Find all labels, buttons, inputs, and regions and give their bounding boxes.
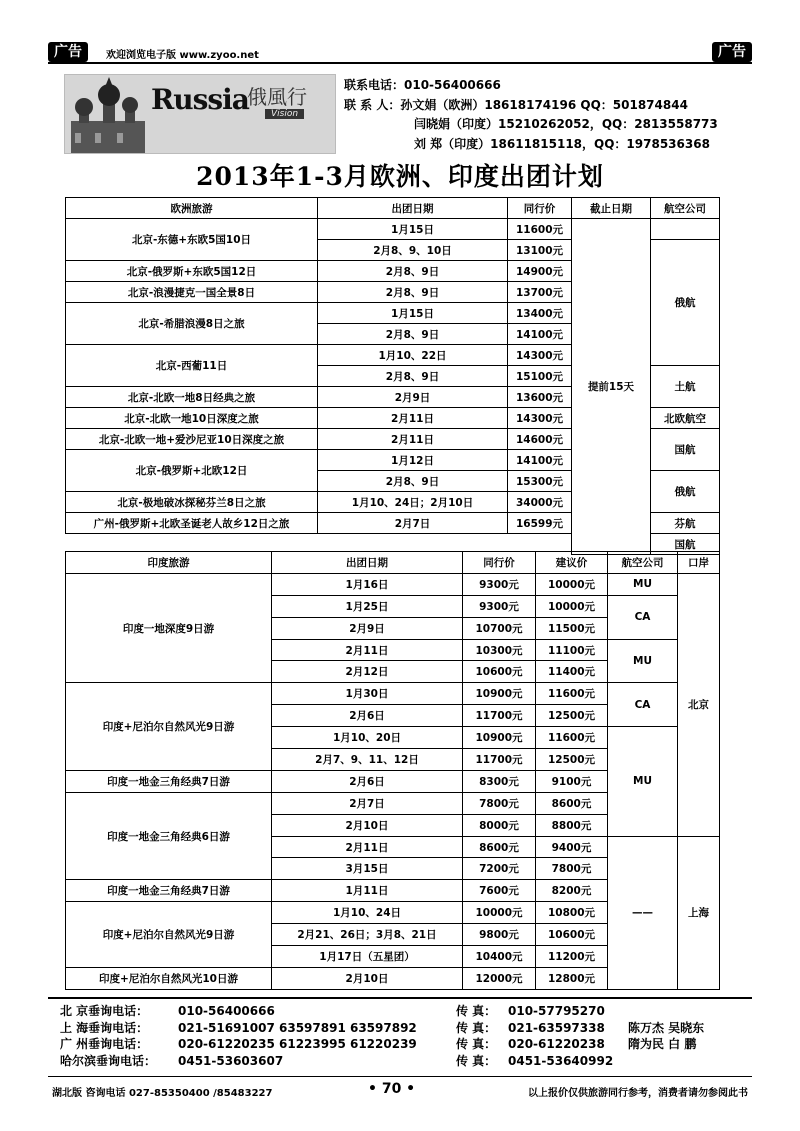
- suggest-price: 12800元: [536, 967, 608, 989]
- depart-date: 3月15日: [272, 858, 463, 880]
- header-suggest-price: 建议价: [536, 552, 608, 574]
- depart-date: 1月15日: [318, 219, 508, 240]
- depart-date: 2月9日: [272, 617, 463, 639]
- contact-names: 陈万杰 吴晓东: [628, 1020, 705, 1035]
- table-row: [66, 683, 720, 705]
- depart-date: 2月11日: [272, 639, 463, 661]
- route-name: 北京-东德+东欧5国10日: [66, 219, 318, 261]
- suggest-price: 11400元: [536, 661, 608, 683]
- hotline-label: 广 州垂询电话：: [60, 1037, 149, 1052]
- header-india-tour: 印度旅游: [66, 552, 272, 574]
- depart-date: 2月8、9日: [318, 471, 508, 492]
- route-name: 北京-俄罗斯+东欧5国12日: [66, 261, 318, 282]
- suggest-price: 10600元: [536, 924, 608, 946]
- airline-cell: 国航: [651, 429, 720, 471]
- port-cell: 北京: [678, 573, 720, 836]
- trade-price: 16599元: [508, 513, 572, 534]
- depart-date: 2月8、9日: [318, 282, 508, 303]
- route-name: 北京-极地破冰探秘芬兰8日之旅: [66, 492, 318, 513]
- trade-price: 14100元: [508, 450, 572, 471]
- table-row: [66, 219, 720, 240]
- suggest-price: 11600元: [536, 727, 608, 749]
- trade-price: 13600元: [508, 387, 572, 408]
- airline-blank: [651, 219, 720, 240]
- logo-chinese: 俄風行: [247, 85, 307, 109]
- india-tour-table: [65, 551, 720, 990]
- airline-cell: 芬航: [651, 513, 720, 534]
- fax-label: 传 真：: [456, 1004, 497, 1018]
- trade-price: 7200元: [463, 858, 536, 880]
- bottom-divider: [48, 997, 752, 999]
- hotline-numbers[interactable]: 010-56400666: [178, 1004, 275, 1018]
- trade-price: 14900元: [508, 261, 572, 282]
- route-name: 北京-北欧一地10日深度之旅: [66, 408, 318, 429]
- suggest-price: 11100元: [536, 639, 608, 661]
- trade-price: 15100元: [508, 366, 572, 387]
- depart-date: 1月10、22日: [318, 345, 508, 366]
- depart-date: 2月7日: [318, 513, 508, 534]
- depart-date: 2月8、9日: [318, 261, 508, 282]
- contact-block: [344, 76, 718, 154]
- airline-cell: MU: [608, 727, 678, 836]
- header-airline: 航空公司: [651, 198, 720, 219]
- hotline-row-shanghai: [60, 1020, 704, 1037]
- depart-date: 1月30日: [272, 683, 463, 705]
- airline-cell: 土航: [651, 366, 720, 408]
- hotline-numbers[interactable]: 020-61220235 61223995 61220239: [178, 1037, 417, 1052]
- header-airline: 航空公司: [608, 552, 678, 574]
- india-header-row: [66, 552, 720, 574]
- trade-price: 8600元: [463, 836, 536, 858]
- trade-price: 10000元: [463, 902, 536, 924]
- hotline-block: [60, 1003, 704, 1069]
- russia-vision-logo: [64, 74, 336, 154]
- airline-cell: 俄航: [651, 240, 720, 366]
- depart-date: 2月7日: [272, 792, 463, 814]
- trade-price: 12000元: [463, 967, 536, 989]
- depart-date: 1月10、24日: [272, 902, 463, 924]
- airline-cell: CA: [608, 683, 678, 727]
- depart-date: 2月10日: [272, 814, 463, 836]
- contact-line-1: 联 系 人：孙文娟（欧洲）18618174196 QQ：501874844: [344, 97, 688, 112]
- trade-price: 9300元: [463, 595, 536, 617]
- trade-price: 10700元: [463, 617, 536, 639]
- depart-date: 2月6日: [272, 770, 463, 792]
- table-row: [66, 573, 720, 595]
- route-name: 印度+尼泊尔自然风光9日游: [66, 902, 272, 968]
- trade-price: 7600元: [463, 880, 536, 902]
- airline-cell: ——: [608, 836, 678, 989]
- airline-cell: MU: [608, 639, 678, 683]
- airline-cell: 国航: [651, 534, 720, 555]
- trade-price: 10900元: [463, 683, 536, 705]
- route-name: 印度+尼泊尔自然风光9日游: [66, 683, 272, 771]
- trade-price: 14600元: [508, 429, 572, 450]
- top-divider: [48, 62, 752, 64]
- hotline-label: 北 京垂询电话：: [60, 1004, 149, 1018]
- contact-phone: 联系电话：010-56400666: [344, 78, 501, 92]
- suggest-price: 8600元: [536, 792, 608, 814]
- footer-left: 湖北版 咨询电话 027-85350400 /85483227: [52, 1088, 273, 1099]
- trade-price: 14100元: [508, 324, 572, 345]
- trade-price: 10400元: [463, 946, 536, 968]
- trade-price: 11700元: [463, 705, 536, 727]
- depart-date: 2月21、26日；3月8、21日: [272, 924, 463, 946]
- hotline-numbers[interactable]: 021-51691007 63597891 63597892: [178, 1020, 417, 1035]
- depart-date: 2月7、9、11、12日: [272, 749, 463, 771]
- trade-price: 7800元: [463, 792, 536, 814]
- suggest-price: 12500元: [536, 749, 608, 771]
- depart-date: 1月10、24日；2月10日: [318, 492, 508, 513]
- airline-cell: 俄航: [651, 471, 720, 513]
- trade-price: 13100元: [508, 240, 572, 261]
- fax-number[interactable]: 020-61220238: [508, 1037, 605, 1052]
- route-name: 北京-希腊浪漫8日之旅: [66, 303, 318, 345]
- depart-date: 2月6日: [272, 705, 463, 727]
- route-name: 印度+尼泊尔自然风光10日游: [66, 967, 272, 989]
- page-title: 2013年1-3月欧洲、印度出团计划: [196, 162, 604, 191]
- depart-date: 1月17日（五星团）: [272, 946, 463, 968]
- deadline-cell: 提前15天: [572, 219, 651, 555]
- suggest-price: 8800元: [536, 814, 608, 836]
- logo-word: Russia: [151, 83, 249, 116]
- route-name: 广州-俄罗斯+北欧圣诞老人故乡12日之旅: [66, 513, 318, 534]
- fax-label: 传 真：: [456, 1020, 497, 1035]
- trade-price: 8000元: [463, 814, 536, 836]
- contact-line-2: 闫晓娟（印度）15210262052，QQ：2813558773: [414, 117, 718, 131]
- header-port: 口岸: [678, 552, 720, 574]
- hotline-row-guangzhou: [60, 1036, 704, 1053]
- header-europe-tour: 欧洲旅游: [66, 198, 318, 219]
- suggest-price: 11600元: [536, 683, 608, 705]
- trade-price: 13400元: [508, 303, 572, 324]
- hotline-numbers[interactable]: 0451-53603607: [178, 1053, 284, 1068]
- route-name: 北京-北欧一地8日经典之旅: [66, 387, 318, 408]
- trade-price: 14300元: [508, 345, 572, 366]
- trade-price: 10600元: [463, 661, 536, 683]
- suggest-price: 12500元: [536, 705, 608, 727]
- fax-number[interactable]: 021-63597338: [508, 1020, 605, 1035]
- trade-price: 11700元: [463, 749, 536, 771]
- suggest-price: 11200元: [536, 946, 608, 968]
- hotline-label: 上 海垂询电话：: [60, 1020, 149, 1035]
- route-name: 北京-西葡11日: [66, 345, 318, 387]
- cathedral-icon: [65, 75, 155, 153]
- trade-price: 9300元: [463, 573, 536, 595]
- fax-label: 传 真：: [456, 1037, 497, 1052]
- footer-right: 以上报价仅供旅游同行参考，消费者请勿参阅此书: [528, 1088, 748, 1099]
- depart-date: 2月10日: [272, 967, 463, 989]
- depart-date: 1月12日: [318, 450, 508, 471]
- header-trade-price: 同行价: [508, 198, 572, 219]
- europe-header-row: [66, 198, 720, 219]
- trade-price: 10300元: [463, 639, 536, 661]
- depart-date: 2月8、9日: [318, 366, 508, 387]
- depart-date: 1月10、20日: [272, 727, 463, 749]
- suggest-price: 10000元: [536, 573, 608, 595]
- suggest-price: 7800元: [536, 858, 608, 880]
- trade-price: 34000元: [508, 492, 572, 513]
- europe-tour-table: [65, 197, 720, 555]
- logo-sub: Vision: [265, 109, 304, 119]
- airline-cell: 北欧航空: [651, 408, 720, 429]
- airline-cell: CA: [608, 595, 678, 639]
- trade-price: 9800元: [463, 924, 536, 946]
- hotline-label: 哈尔滨垂询电话：: [60, 1053, 157, 1068]
- depart-date: 1月25日: [272, 595, 463, 617]
- depart-date: 1月16日: [272, 573, 463, 595]
- ad-tag-left: 广告: [48, 42, 88, 62]
- hotline-row-harbin: [60, 1053, 704, 1070]
- depart-date: 1月15日: [318, 303, 508, 324]
- route-name: 印度一地金三角经典6日游: [66, 792, 272, 880]
- suggest-price: 9100元: [536, 770, 608, 792]
- contact-line-3: 刘 郑（印度）18611815118，QQ：1978536368: [414, 136, 710, 151]
- header-trade-price: 同行价: [463, 552, 536, 574]
- trade-price: 13700元: [508, 282, 572, 303]
- depart-date: 2月11日: [318, 408, 508, 429]
- trade-price: 11600元: [508, 219, 572, 240]
- airline-cell: MU: [608, 573, 678, 595]
- header-depart-date: 出团日期: [272, 552, 463, 574]
- trade-price: 10900元: [463, 727, 536, 749]
- trade-price: 14300元: [508, 408, 572, 429]
- suggest-price: 8200元: [536, 880, 608, 902]
- suggest-price: 9400元: [536, 836, 608, 858]
- depart-date: 2月8、9、10日: [318, 240, 508, 261]
- depart-date: 1月11日: [272, 880, 463, 902]
- suggest-price: 10800元: [536, 902, 608, 924]
- header-depart-date: 出团日期: [318, 198, 508, 219]
- port-cell: 上海: [678, 836, 720, 989]
- trade-price: 15300元: [508, 471, 572, 492]
- suggest-price: 10000元: [536, 595, 608, 617]
- route-name: 印度一地深度9日游: [66, 573, 272, 682]
- header-deadline: 截止日期: [572, 198, 651, 219]
- depart-date: 2月8、9日: [318, 324, 508, 345]
- fax-number[interactable]: 010-57795270: [508, 1004, 605, 1018]
- suggest-price: 11500元: [536, 617, 608, 639]
- contact-names: 隋为民 白 鹏: [628, 1037, 697, 1052]
- welcome-text[interactable]: 欢迎浏览电子版 www.zyoo.net: [106, 50, 259, 61]
- depart-date: 2月11日: [318, 429, 508, 450]
- route-name: 北京-浪漫捷克一国全景8日: [66, 282, 318, 303]
- route-name: 北京-北欧一地+爱沙尼亚10日深度之旅: [66, 429, 318, 450]
- page-number: • 70 •: [368, 1081, 416, 1097]
- hotline-row-beijing: [60, 1003, 704, 1020]
- route-name: 北京-俄罗斯+北欧12日: [66, 450, 318, 492]
- ad-tag-right: 广告: [712, 42, 752, 62]
- depart-date: 2月12日: [272, 661, 463, 683]
- depart-date: 2月9日: [318, 387, 508, 408]
- trade-price: 8300元: [463, 770, 536, 792]
- fax-label: 传 真：: [456, 1053, 497, 1068]
- footer-divider: [48, 1076, 752, 1077]
- fax-number[interactable]: 0451-53640992: [508, 1053, 614, 1068]
- route-name: 印度一地金三角经典7日游: [66, 880, 272, 902]
- depart-date: 2月11日: [272, 836, 463, 858]
- route-name: 印度一地金三角经典7日游: [66, 770, 272, 792]
